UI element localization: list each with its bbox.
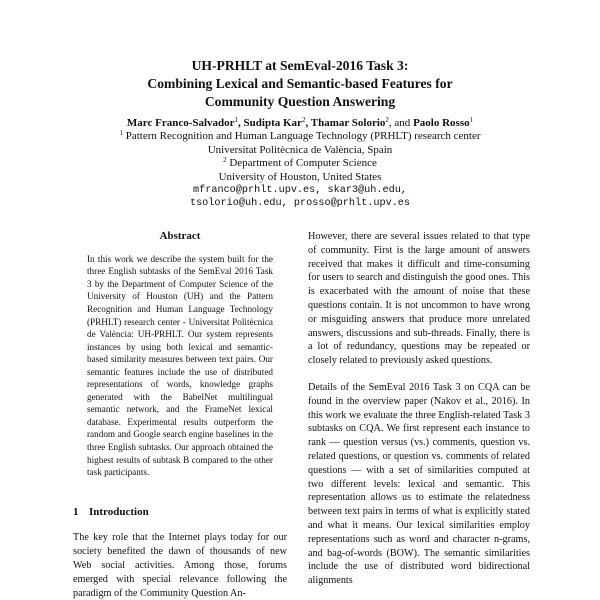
affiliation-marker: 1 (119, 129, 123, 138)
author-separator: , (305, 117, 309, 129)
title-line: Combining Lexical and Semantic-based Features for (147, 76, 453, 91)
author-name: Marc Franco-Salvador (126, 117, 235, 129)
affiliation-line (40, 171, 560, 184)
affiliation-marker: 1 (234, 116, 239, 124)
author-list (40, 117, 560, 130)
affiliation-marker: 1 (469, 116, 474, 124)
email-line: mfranco@prhlt.upv.es, skar3@uh.edu, (193, 185, 407, 197)
section-number: 1 (73, 505, 79, 518)
author-name: Paolo Rosso (413, 117, 470, 129)
left-column (73, 230, 287, 600)
affiliation-line (40, 157, 560, 170)
section-heading (73, 506, 287, 520)
affiliation-text: Universitat Politècnica de València, Spain (207, 143, 393, 156)
affiliation-line (40, 130, 560, 143)
affiliation-marker: 2 (301, 116, 306, 124)
body-paragraph: The key role that the Internet plays today for our society benefited the dawn of thousands of new Web social activities. Among those, forums emerged with special relevance following the paradigm of the Community Question An- (73, 532, 287, 599)
body-paragraph: Details of the SemEval 2016 Task 3 on CQA can be found in the overview paper (Nakov et al., 2016). In this work we evaluate the three English-related Task 3 subtasks on CQA. We first represent each instance to rank — question versus (vs.) comments, question vs. related questions, or question vs. comments of related questions — with a set of similarities computed at two different levels: lexical and semantic. This representation allows us to estimate the relatedness between text pairs in terms of what is explicitly stated and what it means. Our lexical similarities employ representations such as word and character n-grams, and bag-of-words (BOW). The semantic similarities include the use of distributed word bidirectional alignments (308, 381, 530, 587)
title-line: Community Question Answering (204, 94, 396, 109)
affiliation-text: Pattern Recognition and Human Language Technology (PRHLT) research center (125, 130, 481, 143)
affiliation-line (40, 144, 560, 157)
affiliation-text: Department of Computer Science (229, 157, 377, 170)
author-separator: , and (388, 117, 411, 129)
affiliation-text: University of Houston, United States (218, 170, 382, 183)
right-column (308, 230, 530, 588)
abstract-heading: Abstract (159, 230, 201, 242)
author-name: Sudipta Kar (243, 117, 302, 129)
abstract-text: In this work we describe the system built for the three English subtasks of the SemEval 2016 Task 3 by the Department of Computer Science of the University of Houston (UH) and the Pattern Recognition and Human Language Technology (PRHLT) research center - Universitat Politècnica de València: UH-PRHLT. Our system represents instances by using both lexical and semantic-based similarity measures between text pairs. Our semantic features include the use of distributed representations of words, knowledge graphs generated with the BabelNet multilingual semantic network, and the FrameNet lexical database. Experimental results outperform the random and Google search engine baselines in the three English subtasks. Our approach obtained the highest results of subtask B compared to the other task participants. (87, 253, 273, 478)
author-name: Thamar Solorio (310, 117, 386, 129)
affiliation-marker: 2 (223, 156, 227, 165)
author-separator: , (238, 117, 241, 129)
author-block (40, 117, 560, 211)
title-line: UH-PRHLT at SemEval-2016 Task 3: (191, 58, 409, 73)
affiliation-marker: 2 (385, 116, 389, 124)
email-line: tsolorio@uh.edu, prosso@prhlt.upv.es (189, 198, 411, 210)
section-title: Introduction (89, 505, 149, 518)
paper-title (60, 57, 540, 111)
body-paragraph: However, there are several issues related to that type of community. First is the large amount of answers received that makes it difficult and time-consuming for users to search and distinguish the good ones. This is exacerbated with the amount of noise that these questions contain. It is not uncommon to have wrong or misguiding answers that produce more unrelated answers, discussions and sub-threads. Finally, there is a lot of redundancy, questions may be repeated or closely related to previously asked questions. (308, 231, 530, 367)
